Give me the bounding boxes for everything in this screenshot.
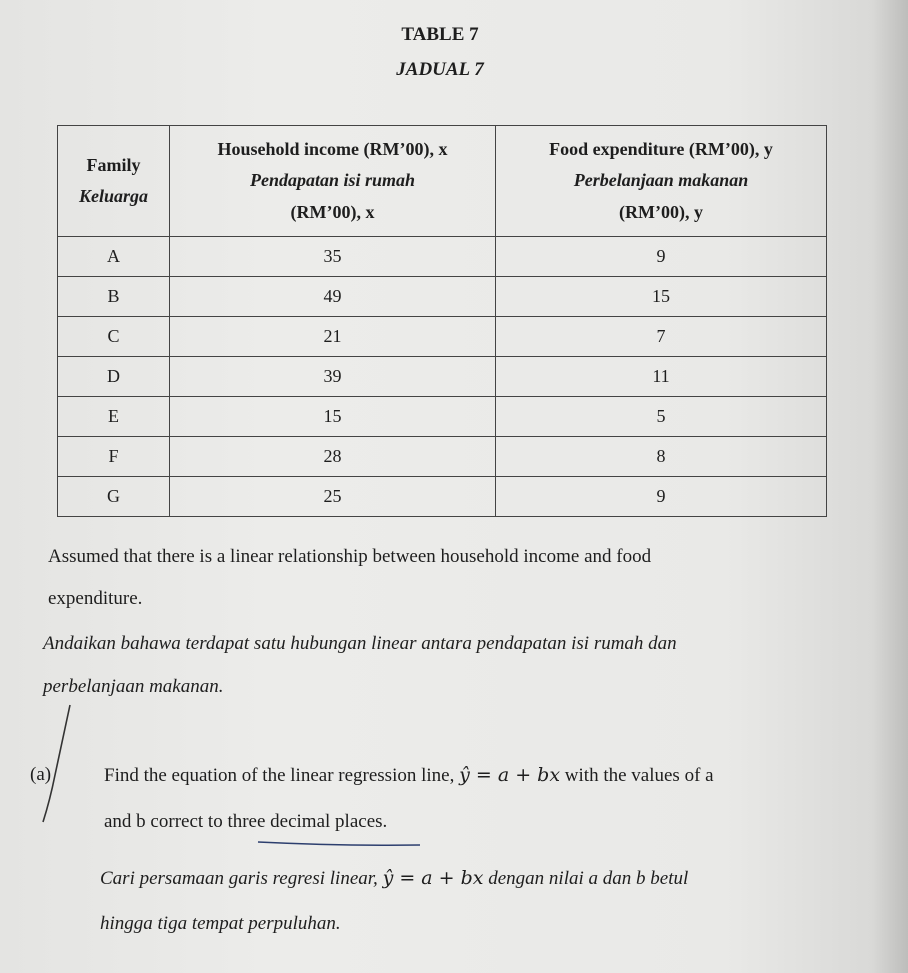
- cell-food: 9: [496, 237, 827, 277]
- cell-food: 15: [496, 277, 827, 317]
- header-income-en: Household income (RM’00), x: [217, 138, 448, 159]
- cell-income: 15: [170, 397, 496, 437]
- cell-food: 8: [496, 437, 827, 477]
- table-row: [58, 237, 827, 277]
- regression-equation-ms: ŷ = a + bx: [382, 867, 484, 889]
- statement-ms-line1: Andaikan bahawa terdapat satu hubungan linear antara pendapatan isi rumah dan: [43, 633, 677, 654]
- question-en-text-post: with the values of a: [564, 765, 714, 786]
- header-family-ms: Keluarga: [78, 186, 148, 206]
- statement-en-line2: expenditure.: [48, 588, 143, 609]
- question-ms-text-post: dengan nilai a dan b betul: [488, 868, 689, 889]
- question-ms-line2: hingga tiga tempat perpuluhan.: [100, 913, 341, 934]
- cell-family: A: [58, 237, 170, 277]
- data-table: [57, 125, 827, 517]
- question-ms-line1: [100, 867, 688, 890]
- header-income-ms-unit: (RM’00), x: [290, 201, 375, 222]
- table-row: [58, 317, 827, 357]
- pen-underline: [258, 842, 420, 845]
- regression-equation: ŷ = a + bx: [459, 764, 561, 786]
- cell-food: 5: [496, 397, 827, 437]
- header-income-ms: Pendapatan isi rumah: [249, 170, 416, 191]
- cell-family: D: [58, 357, 170, 397]
- cell-food: 7: [496, 317, 827, 357]
- cell-family: E: [58, 397, 170, 437]
- header-food-ms: Perbelanjaan makanan: [573, 170, 749, 191]
- table-title-malay: JADUAL 7: [396, 59, 484, 80]
- cell-income: 39: [170, 357, 496, 397]
- table-row: [58, 277, 827, 317]
- cell-income: 35: [170, 237, 496, 277]
- table-row: [58, 437, 827, 477]
- cell-family: B: [58, 277, 170, 317]
- header-food-en: Food expenditure (RM’00), y: [549, 138, 773, 159]
- statement-en-line1: Assumed that there is a linear relationship between household income and food: [48, 546, 652, 567]
- header-income: [170, 126, 496, 237]
- table-row: [58, 477, 827, 517]
- table-title: TABLE 7: [401, 24, 479, 45]
- question-ms-text-pre: Cari persamaan garis regresi linear,: [100, 868, 378, 889]
- question-en-text-pre: Find the equation of the linear regression line,: [104, 765, 455, 786]
- table-header-row: [58, 126, 827, 237]
- cell-family: C: [58, 317, 170, 357]
- question-en-line2: and b correct to three decimal places.: [104, 811, 388, 832]
- header-family-en: Family: [86, 154, 141, 175]
- header-food-ms-unit: (RM’00), y: [619, 201, 703, 222]
- table-row: [58, 357, 827, 397]
- cell-income: 49: [170, 277, 496, 317]
- cell-income: 25: [170, 477, 496, 517]
- header-food: [496, 126, 827, 237]
- table-row: [58, 397, 827, 437]
- question-en-line1: [104, 764, 714, 787]
- question-label: (a): [30, 764, 52, 785]
- header-family: [58, 126, 170, 237]
- cell-income: 21: [170, 317, 496, 357]
- cell-food: 9: [496, 477, 827, 517]
- cell-income: 28: [170, 437, 496, 477]
- cell-family: G: [58, 477, 170, 517]
- cell-food: 11: [496, 357, 827, 397]
- statement-ms-line2: perbelanjaan makanan.: [43, 676, 224, 697]
- cell-family: F: [58, 437, 170, 477]
